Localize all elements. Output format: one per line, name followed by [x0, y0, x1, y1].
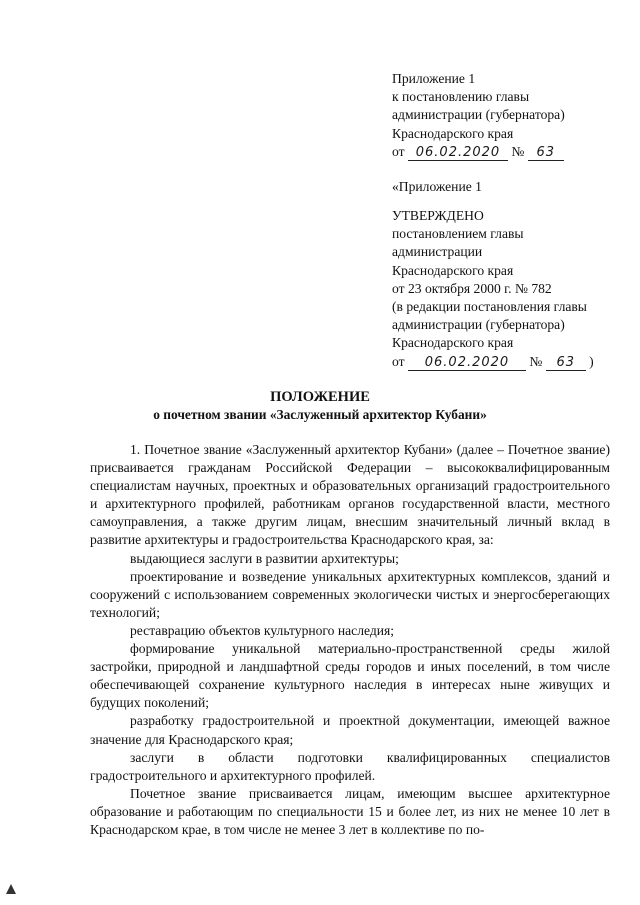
appendix-line-1: Приложение 1 [392, 71, 476, 86]
approved-line-5: от 23 октября 2000 г. № 782 [392, 280, 552, 296]
approved-handwritten-date [408, 354, 526, 371]
approved-line-2: постановлением главы [392, 226, 524, 242]
appendix-line-2: к постановлению главы [392, 89, 530, 105]
approved-handwritten-number-text: 63 [556, 354, 576, 370]
closing-paren: ) [589, 353, 594, 369]
handwritten-number [528, 144, 564, 161]
paragraph-4: реставрацию объектов культурного наследия; [130, 622, 395, 638]
handwritten-number-text: 63 [536, 144, 556, 160]
approved-line-4: Краснодарского края [392, 262, 514, 278]
date-prefix: от [392, 143, 405, 159]
approved-line-1: УТВЕРЖДЕНО [392, 208, 484, 223]
approved-date-line [392, 353, 622, 371]
approved-handwritten-number [546, 354, 586, 371]
approved-block [392, 207, 622, 371]
scan-corner-mark [6, 884, 16, 894]
paragraph-6: разработку градостроительной и проектной документации, имеющей важное значение для Краснодарского края; [90, 713, 610, 747]
paragraph-5: формирование уникальной материально-пространственной среды жилой застройки, природной и ландшафтной среды городов и иных поселений, в том числе обеспечивающей сохранение культурного наследия в интересах ныне живущих и будущих поколений; [90, 641, 610, 711]
paragraph-2: выдающиеся заслуги в развитии архитектуры; [130, 550, 399, 566]
appendix-line-3: администрации (губернатора) [392, 107, 565, 123]
approved-number-prefix: № [529, 353, 543, 369]
paragraph-1: 1. Почетное звание «Заслуженный архитектор Кубани» (далее – Почетное звание) присваивается гражданам Российской Федерации – высококвалифицированным специалистам научных, проектных и образовательных организаций градостроительного и архитектурного профилей, работникам органов государственной власти, местного самоуправления, а также другим лицам, внесшим значительный личный вклад в развитие архитектуры и градостроительства Краснодарского края, за: [90, 442, 610, 548]
number-prefix: № [511, 143, 525, 159]
appendix-line-4: Краснодарского края [392, 125, 514, 141]
paragraph-3: проектирование и возведение уникальных архитектурных комплексов, зданий и сооружений с использованием современных экологически чистых и энергосберегающих технологий; [90, 568, 610, 620]
approved-line-6: (в редакции постановления главы [392, 299, 587, 315]
approved-line-7: администрации (губернатора) [392, 317, 565, 333]
handwritten-date-text: 06.02.2020 [415, 144, 501, 160]
appendix-header [392, 70, 622, 161]
approved-line-3: администрации [392, 244, 483, 260]
annex-label: «Приложение 1 [392, 179, 482, 194]
document-subtitle: о почетном звании «Заслуженный архитектор Кубани» [153, 407, 487, 422]
paragraph-7: заслуги в области подготовки квалифицированных специалистов градостроительного и архитектурного профилей. [90, 749, 610, 783]
approved-handwritten-date-text: 06.02.2020 [424, 354, 510, 370]
document-title: ПОЛОЖЕНИЕ [270, 389, 370, 405]
approved-line-8: Краснодарского края [392, 335, 514, 351]
paragraph-8: Почетное звание присваивается лицам, имеющим высшее архитектурное образование и работающим по специальности 15 и более лет, из них не менее 10 лет в Краснодарском крае, в том числе не менее 3 лет в коллективе по по- [90, 785, 610, 837]
handwritten-date [408, 144, 508, 161]
document-body [90, 441, 610, 839]
appendix-date-line [392, 143, 622, 161]
approved-date-prefix: от [392, 353, 405, 369]
annex-label-block [392, 178, 622, 196]
